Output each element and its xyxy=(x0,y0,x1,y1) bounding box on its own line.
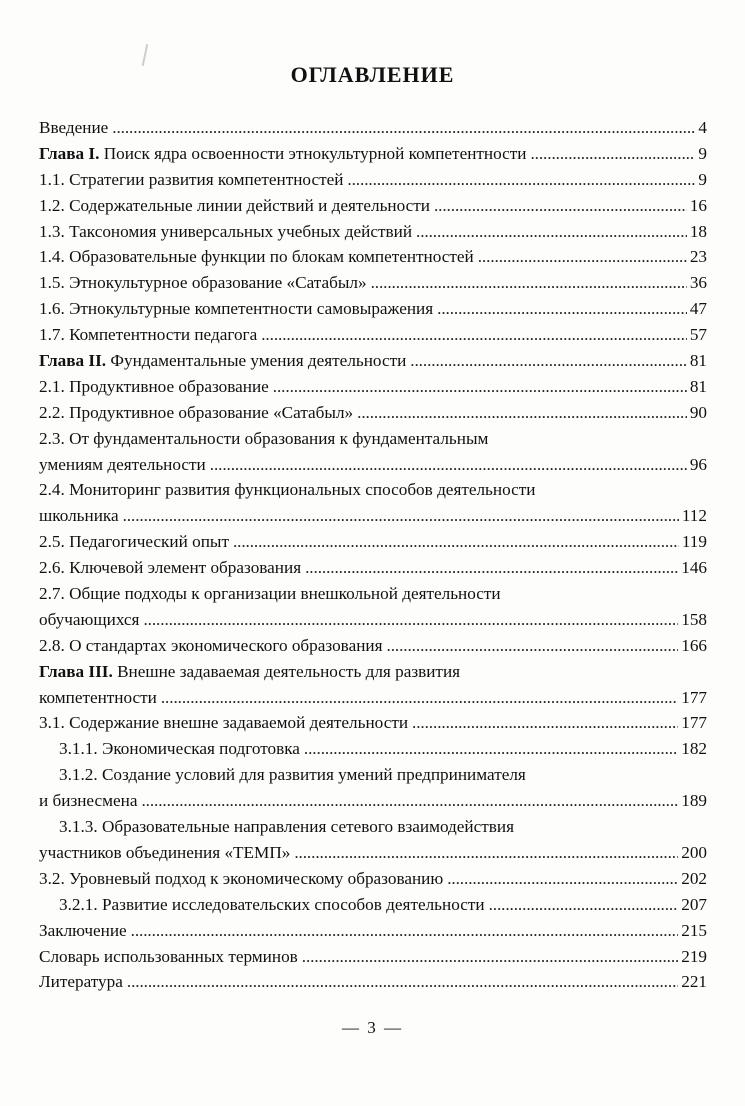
dot-leader xyxy=(437,296,687,322)
toc-page-number: 177 xyxy=(681,713,707,733)
toc-page-number: 18 xyxy=(689,221,707,241)
toc-entry xyxy=(39,477,707,529)
dot-leader xyxy=(112,115,695,141)
toc-entry xyxy=(39,426,707,478)
dot-leader xyxy=(530,141,695,167)
toc-entry-line xyxy=(39,918,707,944)
toc-entry-title: 1.4. Образовательные функции по блокам компетентностей xyxy=(39,247,474,267)
dot-leader xyxy=(143,607,678,633)
dot-leader xyxy=(489,892,679,918)
toc-entry xyxy=(39,944,707,970)
toc-entry xyxy=(39,866,707,892)
dot-leader xyxy=(478,244,687,270)
toc-entry-line xyxy=(39,322,707,348)
toc-page-number: 4 xyxy=(698,118,707,137)
toc-entry-title: 1.1. Стратегии развития компетентностей xyxy=(39,169,344,189)
toc-page-number: 96 xyxy=(689,454,707,474)
toc-page-number: 9 xyxy=(698,143,707,163)
toc-entry-title: 2.2. Продуктивное образование «Сатабыл» xyxy=(39,402,354,422)
toc-entry-line xyxy=(39,348,707,374)
toc-entry-line xyxy=(39,115,707,141)
toc-entry-title: 1.3. Таксономия универсальных учебных действий xyxy=(39,221,413,241)
toc-entry-title: Словарь использованных терминов xyxy=(39,946,298,966)
toc-entry-line xyxy=(39,814,707,840)
toc-entry xyxy=(39,115,707,141)
toc-entry-line xyxy=(39,400,707,426)
toc-entry xyxy=(39,736,707,762)
toc-page-number: 81 xyxy=(689,376,707,396)
dot-leader xyxy=(416,219,687,245)
dot-leader xyxy=(294,840,678,866)
toc-entry-title: 3.1.2. Создание условий для развития умений предпринимателя xyxy=(59,765,526,785)
toc-entry-line xyxy=(39,762,707,788)
toc-entry-line xyxy=(39,219,707,245)
toc-entry-title: 2.5. Педагогический опыт xyxy=(39,532,229,552)
toc-entry-line xyxy=(39,633,707,659)
toc-page-number: 221 xyxy=(681,972,707,992)
toc-entry-title: Введение xyxy=(39,118,109,137)
toc-entry-line xyxy=(39,736,707,762)
toc-page-number: 81 xyxy=(689,351,707,371)
toc-entry xyxy=(39,219,707,245)
dot-leader xyxy=(261,322,687,348)
toc-entry-line xyxy=(39,892,707,918)
toc-entry xyxy=(39,918,707,944)
toc-entry xyxy=(39,529,707,555)
toc-page-number: 215 xyxy=(681,920,707,940)
chapter-label: Глава II. xyxy=(39,351,107,371)
toc-page-number: 207 xyxy=(681,894,707,914)
toc-entry-line xyxy=(39,193,707,219)
toc-entry-title-continuation: школьника xyxy=(39,506,119,526)
toc-page-number: 177 xyxy=(681,687,707,707)
toc-entry-title-continuation: и бизнесмена xyxy=(39,791,138,811)
toc-entry-title: 1.2. Содержательные линии действий и деятельности xyxy=(39,195,430,215)
toc-entry-line xyxy=(39,659,707,685)
dot-leader xyxy=(210,452,687,478)
toc-entry-title: Внешне задаваемая деятельность для развития xyxy=(112,661,461,681)
toc-entry xyxy=(39,322,707,348)
toc-entry xyxy=(39,141,707,167)
toc-entry-title: 3.1.3. Образовательные направления сетевого взаимодействия xyxy=(59,817,514,837)
dot-leader xyxy=(161,685,678,711)
toc-entry xyxy=(39,296,707,322)
dot-leader xyxy=(302,944,678,970)
dot-leader xyxy=(127,969,678,995)
toc-entry-title: Заключение xyxy=(39,920,127,940)
toc-entry-title: 2.6. Ключевой элемент образования xyxy=(39,558,302,578)
toc-entry xyxy=(39,969,707,995)
dot-leader xyxy=(123,503,679,529)
toc-entry-line xyxy=(39,710,707,736)
dot-leader xyxy=(141,788,678,814)
toc-page-number: 219 xyxy=(681,946,707,966)
toc-entry-title: Литература xyxy=(39,972,123,992)
table-of-contents xyxy=(39,115,707,995)
toc-entry-title: 2.8. О стандартах экономического образования xyxy=(39,635,383,655)
toc-entry-line xyxy=(39,296,707,322)
dot-leader xyxy=(131,918,679,944)
toc-page-number: 146 xyxy=(681,558,707,578)
dot-leader xyxy=(387,633,679,659)
dot-leader xyxy=(410,348,687,374)
page-number-footer: — 3 — xyxy=(342,1018,403,1037)
toc-entry-line xyxy=(39,788,707,814)
toc-entry-line xyxy=(39,581,707,607)
page-title: ОГЛАВЛЕНИЕ xyxy=(290,62,455,87)
toc-page-number: 112 xyxy=(681,506,707,526)
dot-leader xyxy=(434,193,687,219)
dot-leader xyxy=(447,866,678,892)
toc-page-number: 90 xyxy=(689,402,707,422)
toc-page-number: 23 xyxy=(689,247,707,267)
toc-entry-title-continuation: компетентности xyxy=(39,687,157,707)
toc-page-number: 166 xyxy=(681,635,707,655)
toc-page-number: 47 xyxy=(689,299,707,319)
toc-entry xyxy=(39,244,707,270)
toc-entry-line xyxy=(39,555,707,581)
toc-entry-line xyxy=(39,969,707,995)
toc-entry-line xyxy=(39,840,707,866)
toc-page-number: 16 xyxy=(689,195,707,215)
toc-page-number: 202 xyxy=(681,868,707,888)
toc-entry xyxy=(39,555,707,581)
toc-entry-title: Поиск ядра освоенности этнокультурной компетентности xyxy=(99,143,527,163)
dot-leader xyxy=(371,270,687,296)
toc-entry-line xyxy=(39,167,707,193)
toc-entry-title: 3.2.1. Развитие исследовательских способов деятельности xyxy=(59,894,485,914)
toc-entry-line xyxy=(39,374,707,400)
dot-leader xyxy=(305,555,678,581)
toc-page-number: 57 xyxy=(689,325,707,345)
toc-page-number: 182 xyxy=(681,739,707,759)
toc-page-number: 200 xyxy=(681,842,707,862)
toc-entry xyxy=(39,193,707,219)
toc-entry-title: 2.1. Продуктивное образование xyxy=(39,376,269,396)
toc-entry-title-continuation: участников объединения «ТЕМП» xyxy=(39,842,291,862)
toc-entry-line xyxy=(39,529,707,555)
toc-entry xyxy=(39,762,707,814)
toc-entry-title: 3.2. Уровневый подход к экономическому образованию xyxy=(39,868,444,888)
toc-entry-line xyxy=(39,426,707,452)
toc-entry-title: 2.3. От фундаментальности образования к фундаментальным xyxy=(39,428,489,448)
toc-entry xyxy=(39,710,707,736)
toc-entry-title: 1.7. Компетентности педагога xyxy=(39,325,258,345)
dot-leader xyxy=(304,736,678,762)
toc-entry xyxy=(39,659,707,711)
chapter-label: Глава I. xyxy=(39,143,100,163)
toc-page-number: 9 xyxy=(698,169,707,189)
toc-entry xyxy=(39,633,707,659)
toc-entry-title-continuation: обучающихся xyxy=(39,609,140,629)
toc-entry-title-continuation: умениям деятельности xyxy=(39,454,206,474)
toc-entry-title: 3.1. Содержание внешне задаваемой деятельности xyxy=(39,713,409,733)
toc-entry-title: 1.5. Этнокультурное образование «Сатабыл» xyxy=(39,273,367,293)
toc-entry-title: 3.1.1. Экономическая подготовка xyxy=(59,739,300,759)
toc-page-number: 158 xyxy=(681,609,707,629)
chapter-label: Глава III. xyxy=(39,661,113,681)
toc-entry-line xyxy=(39,270,707,296)
toc-entry-title: 2.7. Общие подходы к организации внешкольной деятельности xyxy=(39,584,501,604)
toc-entry-line xyxy=(39,244,707,270)
toc-page-number: 36 xyxy=(689,273,707,293)
toc-entry xyxy=(39,374,707,400)
toc-entry-line xyxy=(39,685,707,711)
dot-leader xyxy=(412,710,678,736)
toc-entry-title: 2.4. Мониторинг развития функциональных способов деятельности xyxy=(39,480,536,500)
toc-entry xyxy=(39,814,707,866)
toc-page-number: 189 xyxy=(681,791,707,811)
toc-entry xyxy=(39,348,707,374)
toc-entry-title: 1.6. Этнокультурные компетентности самовыражения xyxy=(39,299,434,319)
toc-entry xyxy=(39,400,707,426)
toc-page-number: 119 xyxy=(681,532,707,552)
toc-entry xyxy=(39,270,707,296)
toc-entry-line xyxy=(39,944,707,970)
toc-entry-line xyxy=(39,866,707,892)
toc-entry xyxy=(39,581,707,633)
toc-entry-line xyxy=(39,477,707,503)
dot-leader xyxy=(347,167,695,193)
toc-entry-line xyxy=(39,503,707,529)
dot-leader xyxy=(273,374,687,400)
dot-leader xyxy=(357,400,687,426)
toc-entry-line xyxy=(39,452,707,478)
toc-entry xyxy=(39,892,707,918)
toc-entry-line xyxy=(39,607,707,633)
dot-leader xyxy=(233,529,679,555)
toc-entry xyxy=(39,167,707,193)
toc-entry-line xyxy=(39,141,707,167)
toc-entry-title: Фундаментальные умения деятельности xyxy=(106,351,407,371)
